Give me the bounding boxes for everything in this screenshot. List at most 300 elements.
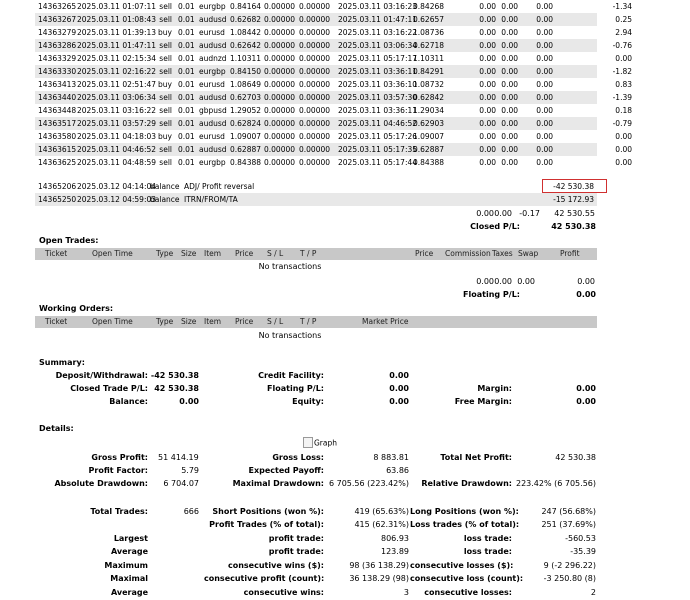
size-cell: 0.01 [178,106,195,115]
max-cons-profit-value: 36 138.29 (98) [349,574,409,583]
close-price-cell: 0.84268 [413,2,445,11]
close-price-cell: 0.84388 [413,158,445,167]
close-time-cell: 2025.03.11 01:47:11 [338,15,418,24]
open-taxes-total: 0.00 [494,277,512,286]
taxes-cell: 0.00 [501,2,518,11]
item-cell: audusd [199,119,227,128]
tp-cell: 0.00000 [299,80,331,89]
commission-cell: 0.00 [479,80,496,89]
balance-value: 0.00 [179,397,199,406]
deposit-value: -42 530.38 [150,371,199,380]
swap-cell: 0.00 [536,15,553,24]
col-price2: Price [415,249,434,258]
col-taxes: Taxes [492,249,513,258]
commission-cell: 0.00 [479,132,496,141]
average-profit-value: 123.89 [381,547,409,556]
ticket-cell: 14365250 [38,195,77,204]
max-cons-wins-label: consecutive wins ($): [227,561,324,570]
commission-cell: 0.00 [479,15,496,24]
margin-value: 0.00 [576,384,596,393]
profit-cell: 0.00 [615,132,632,141]
ticket-cell: 14363286 [38,41,77,50]
swap-cell: 0.00 [536,54,553,63]
col-profit: Profit [560,249,580,258]
ticket-cell: 14363329 [38,54,77,63]
closed-trade-pl-label: Closed Trade P/L: [70,384,148,393]
max-cons-losses-value: 9 (-2 296.22) [543,561,596,570]
table-row [35,143,632,156]
tp-cell: 0.00000 [299,145,331,154]
price-cell: 0.84388 [230,158,262,167]
closed-trade-pl-value: 42 530.38 [154,384,199,393]
col-commission: Commission [445,249,491,258]
gross-profit-label: Gross Profit: [91,453,148,462]
open-time-cell: 2025.03.11 03:16:22 [77,106,157,115]
taxes-cell: 0.00 [501,67,518,76]
sl-cell: 0.00000 [264,67,296,76]
max-cons-loss-label: consecutive loss (count): [410,574,524,583]
expected-payoff-label: Expected Payoff: [248,466,324,475]
table-row [35,156,632,169]
maximal-drawdown-value: 6 705.56 (223.42%) [328,479,409,488]
taxes-total: 0.00 [494,209,512,218]
type-cell: sell [159,15,172,24]
item-cell: eurusd [199,80,225,89]
close-time-cell: 2025.03.11 03:06:34 [338,41,418,50]
col-sl: S / L [267,249,284,258]
swap-cell: 0.00 [536,145,553,154]
item-cell: audusd [199,41,227,50]
profit-cell: 0.25 [615,15,632,24]
swap-cell: 0.00 [536,67,553,76]
sl-cell: 0.00000 [264,80,296,89]
ticket-cell: 14363267 [38,15,77,24]
sl-cell: 0.00000 [264,145,296,154]
avg-cons-losses-label: consecutive losses: [424,588,512,597]
tp-cell: 0.00000 [299,41,331,50]
col-market-price: Market Price [362,317,409,326]
floating-pl-value: 0.00 [576,290,596,299]
maximal-drawdown-label: Maximal Drawdown: [232,479,324,488]
tp-cell: 0.00000 [299,2,331,11]
profit-cell: -1.39 [612,93,632,102]
type-cell: sell [159,41,172,50]
price-cell: 1.08442 [230,28,262,37]
open-trades-empty: No transactions [258,262,322,271]
type-cell: sell [159,145,172,154]
sl-cell: 0.00000 [264,15,296,24]
swap-cell: 0.00 [536,80,553,89]
type-cell: sell [159,67,172,76]
commission-cell: 0.00 [479,119,496,128]
deposit-label: Deposit/Withdrawal: [55,371,148,380]
close-price-cell: 0.62842 [413,93,445,102]
item-cell: eurgbp [199,158,226,167]
largest-profit-value: 806.93 [381,534,409,543]
item-cell: audusd [199,15,227,24]
max-cons-wins-value: 98 (36 138.29) [349,561,409,570]
size-cell: 0.01 [178,119,195,128]
max-cons-losses-label: consecutive losses ($): [410,561,514,570]
size-cell: 0.01 [178,158,195,167]
size-cell: 0.01 [178,80,195,89]
close-time-cell: 2025.03.11 03:16:22 [338,28,418,37]
summary-title: Summary: [39,358,85,367]
profit-cell: 0.00 [615,54,632,63]
taxes-cell: 0.00 [501,106,518,115]
close-time-cell: 2025.03.11 03:36:10 [338,80,418,89]
ticket-cell: 14363448 [38,106,77,115]
ticket-cell: 14365206 [38,182,77,191]
price-cell: 0.62642 [230,41,262,50]
commission-cell: 0.00 [479,145,496,154]
open-time-cell: 2025.03.11 01:39:13 [77,28,157,37]
short-positions-label: Short Positions (won %): [212,507,324,516]
open-trades-title: Open Trades: [39,236,99,245]
open-swap-total: 0.00 [517,277,535,286]
profit-cell: 0.00 [615,145,632,154]
tp-cell: 0.00000 [299,132,331,141]
price-cell: 0.62887 [230,145,262,154]
type-cell: sell [159,106,172,115]
col-item: Item [204,317,222,326]
sl-cell: 0.00000 [264,106,296,115]
tp-cell: 0.00000 [299,119,331,128]
close-time-cell: 2025.03.11 05:17:44 [338,158,418,167]
free-margin-value: 0.00 [576,397,596,406]
table-row [35,0,632,13]
table-row [35,104,632,117]
absolute-drawdown-label: Absolute Drawdown: [54,479,148,488]
avg-cons-wins-value: 3 [403,588,409,597]
net-profit-value: 42 530.38 [555,453,596,462]
open-time-cell: 2025.03.11 04:46:52 [77,145,157,154]
taxes-cell: 0.00 [501,119,518,128]
type-cell: balance [150,195,180,204]
taxes-cell: 0.00 [501,80,518,89]
working-orders-empty: No transactions [258,331,322,340]
taxes-cell: 0.00 [501,145,518,154]
close-time-cell: 2025.03.11 04:46:52 [338,119,418,128]
short-positions-value: 419 (65.63%) [354,507,409,516]
free-margin-label: Free Margin: [454,397,512,406]
avg-cons-losses-value: 2 [590,588,596,597]
taxes-cell: 0.00 [501,93,518,102]
max-cons-profit-label: consecutive profit (count): [204,574,325,583]
close-time-cell: 2025.03.11 03:36:11 [338,106,418,115]
price-cell: 1.08649 [230,80,262,89]
ticket-cell: 14363413 [38,80,77,89]
swap-total: -0.17 [519,209,540,218]
item-cell: eurusd [199,28,225,37]
margin-label: Margin: [477,384,512,393]
average-loss-label: loss trade: [463,547,512,556]
average-label: Average [110,547,148,556]
col-ticket: Ticket [45,317,68,326]
commission-cell: 0.00 [479,54,496,63]
col-open-time: Open Time [92,317,133,326]
taxes-cell: 0.00 [501,54,518,63]
open-time-cell: 2025.03.11 02:51:47 [77,80,157,89]
type-cell: sell [159,158,172,167]
expected-payoff-value: 63.86 [386,466,409,475]
close-time-cell: 2025.03.11 03:16:23 [338,2,418,11]
profit-trades-label: Profit Trades (% of total): [209,520,324,529]
comment-cell: ADJ/ Profit reversal [184,182,255,191]
commission-cell: 0.00 [479,106,496,115]
tp-cell: 0.00000 [299,15,331,24]
price-cell: 0.84164 [230,2,262,11]
profit-cell: 0.18 [615,106,632,115]
ticket-cell: 14363625 [38,158,77,167]
equity-label: Equity: [292,397,324,406]
type-cell: sell [159,119,172,128]
commission-total: 0.00 [476,209,494,218]
profit-cell: -1.34 [612,2,632,11]
close-time-cell: 2025.03.11 03:36:11 [338,67,418,76]
tp-cell: 0.00000 [299,54,331,63]
close-price-cell: 1.08736 [413,28,445,37]
close-price-cell: 1.09007 [413,132,445,141]
profit-cell: 0.83 [615,80,632,89]
average-loss-value: -35.39 [570,547,596,556]
gross-loss-value: 8 883.81 [373,453,409,462]
col-sl: S / L [267,317,284,326]
type-cell: sell [159,54,172,63]
open-trades-header [35,248,597,260]
max-cons-loss-value: -3 250.80 (8) [543,574,596,583]
commission-cell: 0.00 [479,41,496,50]
close-price-cell: 1.08732 [413,80,445,89]
summary-floating-label: Floating P/L: [267,384,324,393]
table-row [35,13,632,26]
taxes-cell: 0.00 [501,158,518,167]
price-cell: 1.09007 [230,132,262,141]
sl-cell: 0.00000 [264,41,296,50]
taxes-cell: 0.00 [501,41,518,50]
swap-cell: 0.00 [536,28,553,37]
closed-pl-label: Closed P/L: [470,222,520,231]
maximal-label: Maximal [110,574,148,583]
total-trades-label: Total Trades: [90,507,148,516]
col-price: Price [235,249,254,258]
profit-cell: -0.76 [612,41,632,50]
size-cell: 0.01 [178,145,195,154]
type-cell: sell [159,93,172,102]
item-cell: eurgbp [199,67,226,76]
commission-cell: 0.00 [479,67,496,76]
profit-cell: -1.82 [612,67,632,76]
commission-cell: 0.00 [479,93,496,102]
table-row [35,130,632,143]
type-cell: buy [158,132,172,141]
credit-label: Credit Facility: [258,371,324,380]
ticket-cell: 14363440 [38,93,77,102]
time-cell: 2025.03.12 04:59:03 [77,195,157,204]
type-cell: buy [158,28,172,37]
sl-cell: 0.00000 [264,2,296,11]
table-row [35,117,632,130]
close-time-cell: 2025.03.11 05:17:35 [338,145,418,154]
ticket-cell: 14363517 [38,119,77,128]
sl-cell: 0.00000 [264,158,296,167]
close-price-cell: 0.62718 [413,41,445,50]
close-price-cell: 0.62657 [413,15,445,24]
col-ticket: Ticket [45,249,68,258]
close-time-cell: 2025.03.11 03:57:30 [338,93,418,102]
relative-drawdown-value: 223.42% (6 705.56) [515,479,596,488]
close-price-cell: 0.62903 [413,119,445,128]
long-positions-value: 247 (56.68%) [541,507,596,516]
size-cell: 0.01 [178,132,195,141]
ticket-cell: 14363265 [38,2,77,11]
long-positions-label: Long Positions (won %): [410,507,519,516]
size-cell: 0.01 [178,28,195,37]
avg-cons-wins-label: consecutive wins: [243,588,324,597]
item-cell: eurusd [199,132,225,141]
close-price-cell: 1.10311 [413,54,445,63]
swap-cell: 0.00 [536,93,553,102]
working-orders-header [35,316,597,328]
profit-cell: 0.00 [615,158,632,167]
ticket-cell: 14363279 [38,28,77,37]
profit-cell: -0.79 [612,119,632,128]
ticket-cell: 14363330 [38,67,77,76]
open-time-cell: 2025.03.11 01:47:11 [77,41,157,50]
sl-cell: 0.00000 [264,28,296,37]
open-time-cell: 2025.03.11 04:18:03 [77,132,157,141]
open-time-cell: 2025.03.11 04:48:59 [77,158,157,167]
working-orders-title: Working Orders: [39,304,114,313]
col-size: Size [181,249,197,258]
open-profit-total: 0.00 [577,277,595,286]
tp-cell: 0.00000 [299,106,331,115]
sl-cell: 0.00000 [264,93,296,102]
swap-cell: 0.00 [536,41,553,50]
swap-cell: 0.00 [536,2,553,11]
summary-floating-value: 0.00 [389,384,409,393]
average2-label: Average [110,588,148,597]
loss-trades-value: 251 (37.69%) [541,520,596,529]
open-time-cell: 2025.03.11 03:57:29 [77,119,157,128]
tp-cell: 0.00000 [299,158,331,167]
table-row [35,180,597,193]
balance-label: Balance: [109,397,148,406]
graph-image[interactable] [303,438,337,449]
taxes-cell: 0.00 [501,15,518,24]
tp-cell: 0.00000 [299,67,331,76]
gross-loss-label: Gross Loss: [272,453,324,462]
col-tp: T / P [300,317,317,326]
size-cell: 0.01 [178,54,195,63]
col-swap: Swap [518,249,539,258]
size-cell: 0.01 [178,2,195,11]
col-item: Item [204,249,222,258]
closed-pl-value: 42 530.38 [551,222,596,231]
type-cell: balance [150,182,180,191]
floating-pl-label: Floating P/L: [463,290,520,299]
sl-cell: 0.00000 [264,54,296,63]
details-title: Details: [39,424,74,433]
open-time-cell: 2025.03.11 02:15:34 [77,54,157,63]
size-cell: 0.01 [178,41,195,50]
price-cell: 0.62682 [230,15,262,24]
item-cell: audnzd [199,54,227,63]
type-cell: buy [158,80,172,89]
maximum-label: Maximum [104,561,148,570]
tp-cell: 0.00000 [299,93,331,102]
ticket-cell: 14363615 [38,145,77,154]
highlight-box [542,179,607,193]
swap-cell: 0.00 [536,158,553,167]
close-price-cell: 0.84291 [413,67,445,76]
type-cell: sell [159,2,172,11]
table-row [35,65,632,78]
open-time-cell: 2025.03.11 03:06:34 [77,93,157,102]
taxes-cell: 0.00 [501,132,518,141]
total-trades-value: 666 [183,507,199,516]
commission-cell: 0.00 [479,158,496,167]
credit-value: 0.00 [389,371,409,380]
ticket-cell: 14363580 [38,132,77,141]
table-row [35,52,632,65]
graph-alt-text: Graph [314,438,338,448]
col-type: Type [156,317,174,326]
net-profit-label: Total Net Profit: [440,453,512,462]
open-time-cell: 2025.03.11 01:07:11 [77,2,157,11]
sl-cell: 0.00000 [264,119,296,128]
table-row [35,193,597,206]
open-time-cell: 2025.03.11 01:08:43 [77,15,157,24]
price-cell: 1.10311 [230,54,262,63]
table-row [35,91,632,104]
open-commission-total: 0.00 [476,277,494,286]
col-price: Price [235,317,254,326]
size-cell: 0.01 [178,67,195,76]
item-cell: audusd [199,145,227,154]
time-cell: 2025.03.12 04:14:04 [77,182,157,191]
sl-cell: 0.00000 [264,132,296,141]
col-tp: T / P [300,249,317,258]
equity-value: 0.00 [389,397,409,406]
table-row [35,39,632,52]
profit-factor-value: 5.79 [181,466,199,475]
price-cell: 0.62824 [230,119,262,128]
absolute-drawdown-value: 6 704.07 [163,479,199,488]
comment-cell: ITRN/FROM/TA [184,195,238,204]
col-type: Type [156,249,174,258]
table-row [35,78,632,91]
profit-cell: -42 530.38 [553,182,594,191]
commission-cell: 0.00 [479,2,496,11]
taxes-cell: 0.00 [501,28,518,37]
average-profit-label: profit trade: [268,547,324,556]
commission-cell: 0.00 [479,28,496,37]
item-cell: gbpusd [199,106,227,115]
largest-profit-label: profit trade: [268,534,324,543]
swap-cell: 0.00 [536,119,553,128]
price-cell: 1.29052 [230,106,262,115]
close-price-cell: 1.29034 [413,106,445,115]
close-time-cell: 2025.03.11 05:17:17 [338,54,418,63]
item-cell: eurgbp [199,2,226,11]
price-cell: 0.62703 [230,93,262,102]
profit-total: 42 530.55 [554,209,595,218]
price-cell: 0.84150 [230,67,262,76]
close-time-cell: 2025.03.11 05:17:26 [338,132,418,141]
col-size: Size [181,317,197,326]
profit-cell: -15 172.93 [553,195,594,204]
